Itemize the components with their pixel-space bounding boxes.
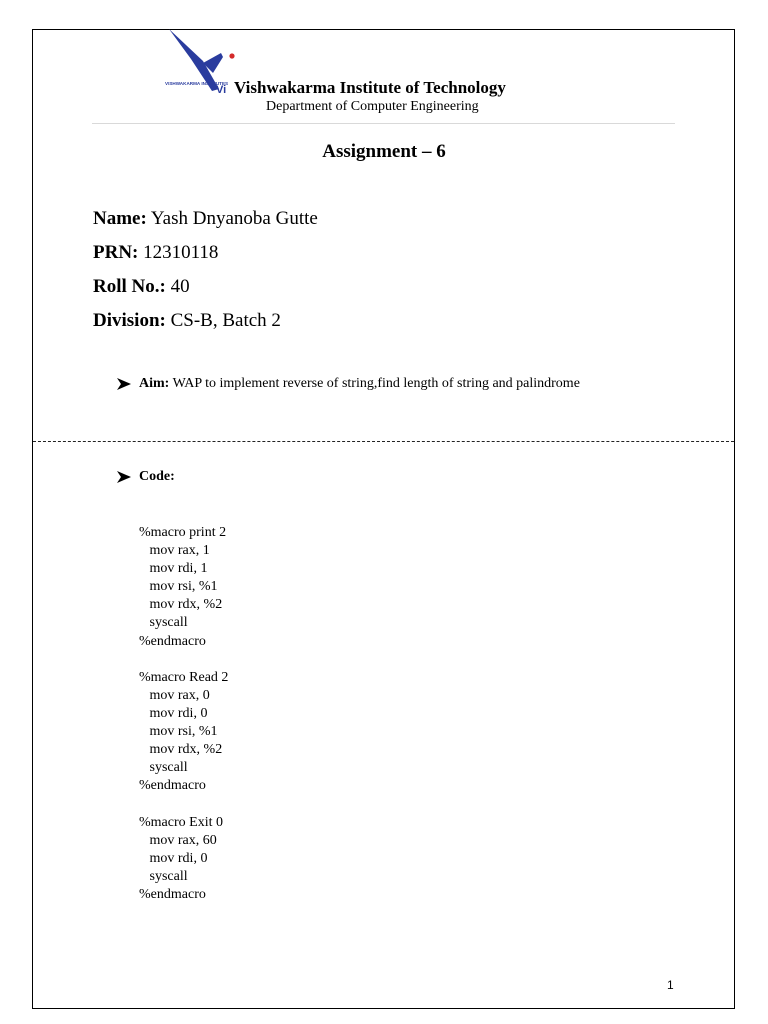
logo-dot [229,53,234,58]
code-line: mov rdi, 0 [139,705,208,721]
page-number: 1 [667,978,674,992]
code-line: syscall [139,760,188,776]
code-line: %endmacro [139,633,206,649]
roll-label: Roll No.: [93,276,166,297]
code-line: syscall [139,868,188,884]
code-line: mov rdi, 0 [139,850,208,866]
department-name: Department of Computer Engineering [266,99,479,114]
arrow-bullet-icon [116,377,132,391]
code-line: syscall [139,615,188,631]
code-line: mov rdi, 1 [139,561,208,577]
code-line: %endmacro [139,778,206,794]
name-label: Name: [93,208,147,229]
code-line [139,795,228,813]
roll-line [93,276,190,298]
code-label: Code: [139,469,175,484]
code-line: %macro print 2 [139,525,227,540]
aim-text: WAP to implement reverse of string,find length of string and palindrome [169,376,580,391]
aim-label: Aim: [139,376,170,391]
division-value: CS-B, Batch 2 [165,310,281,331]
code-line: mov rdx, %2 [139,742,223,758]
division-line [93,310,281,332]
arrow-bullet-icon [116,470,132,484]
code-item [116,469,175,485]
roll-value: 40 [165,276,190,297]
logo-text: VISHWAKARMA INSTITUTES [165,81,229,86]
code-line: mov rax, 60 [139,832,217,848]
page-border [32,29,735,1009]
code-line: %macro Exit 0 [139,814,223,830]
code-line [139,651,228,669]
code-line: mov rdx, %2 [139,597,223,613]
code-line: %macro Read 2 [139,669,229,685]
name-line [93,208,318,230]
name-value: Yash Dnyanoba Gutte [146,208,318,229]
institute-name: Vishwakarma Institute of Technology [234,78,506,97]
vit-logo [163,29,237,97]
code-line: %endmacro [139,886,206,902]
logo-vi-mark: Vi [216,84,227,96]
code-line: mov rax, 0 [139,687,210,703]
division-label: Division: [93,310,166,331]
prn-label: PRN: [93,242,139,263]
code-line: mov rsi, %1 [139,724,218,740]
assignment-title: Assignment – 6 [322,141,446,162]
prn-line [93,242,218,264]
code-block [139,524,228,904]
code-line: mov rax, 1 [139,543,210,559]
aim-item [116,376,580,392]
section-divider [33,441,734,442]
code-line: mov rsi, %1 [139,579,218,595]
header-divider [92,123,675,124]
prn-value: 12310118 [138,242,219,263]
